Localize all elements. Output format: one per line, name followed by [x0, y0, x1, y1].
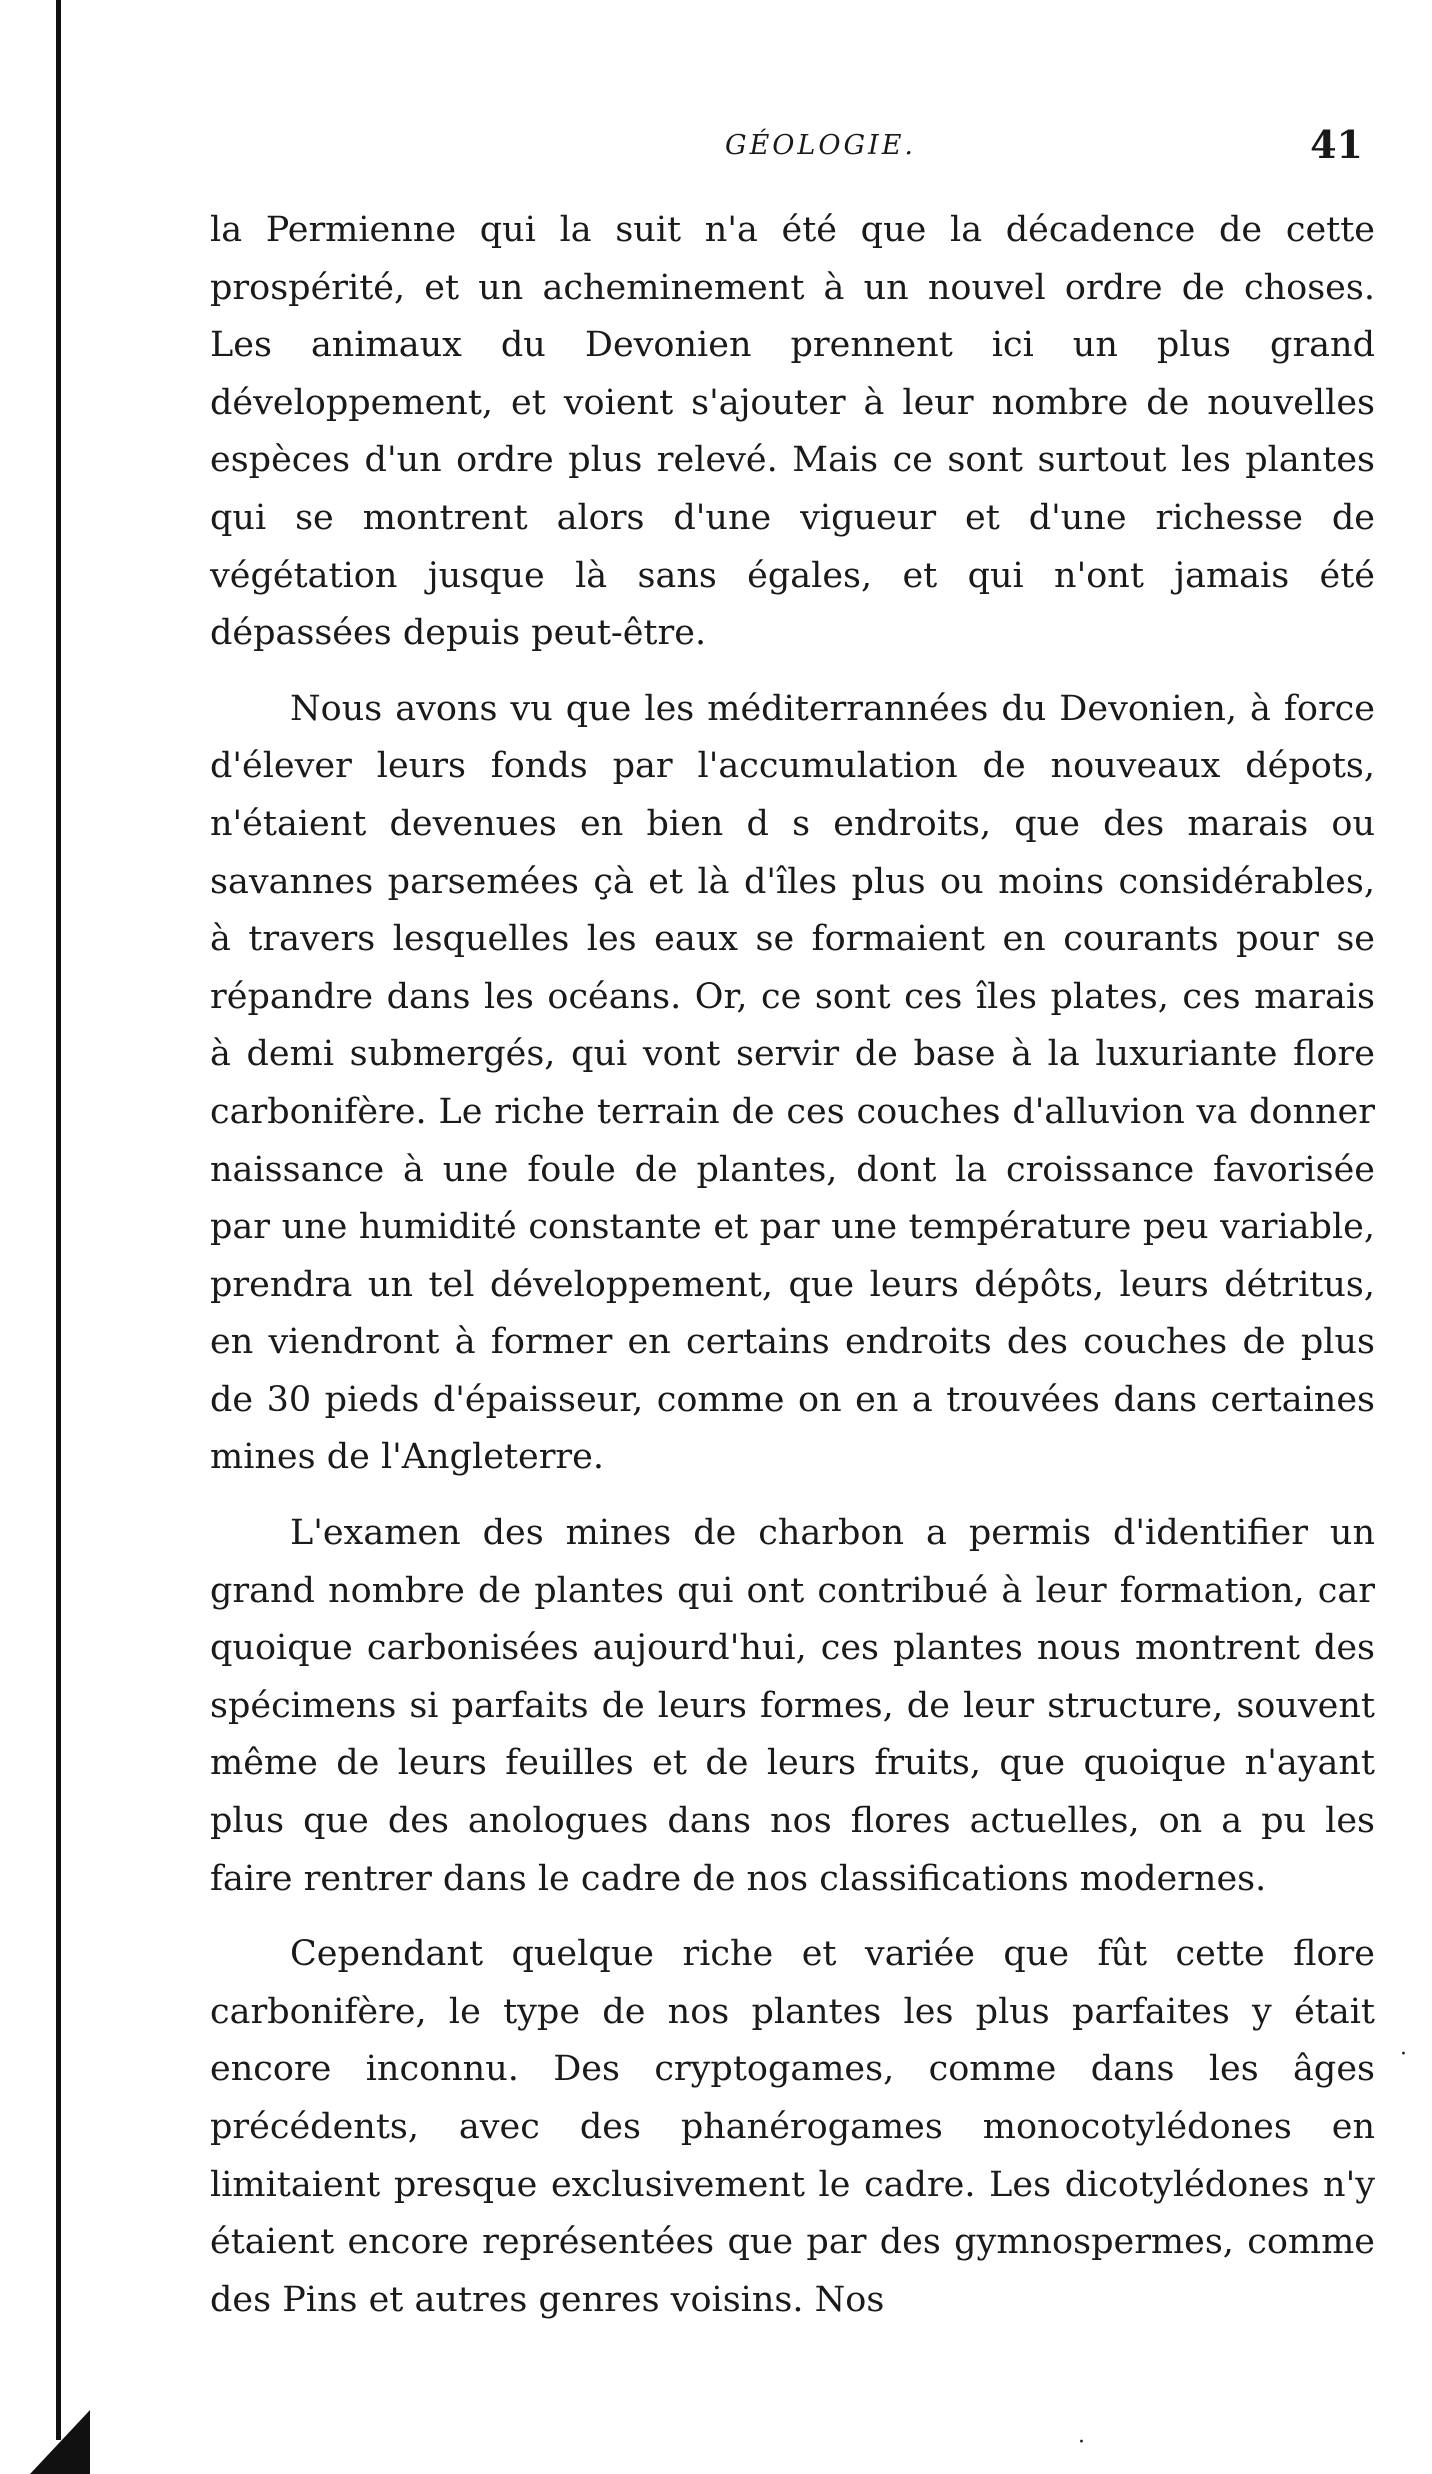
paragraph-3: L'examen des mines de charbon a permis d'identifier un grand nombre de plantes qui ont contribué à leur formation, car quoique carbonisées aujourd'hui, ces plantes nous montrent des spécimens si parfaits de leurs formes, de leur structure, souvent même de leurs feuilles et de leurs fruits, que quoique n'ayant plus que des anologues dans nos flores actuelles, on a pu les faire rentrer dans le cadre de nos classifications modernes. [210, 1513, 1375, 1899]
scan-speck: · [1078, 2430, 1085, 2455]
paragraph-2: Nous avons vu que les méditerrannées du Devonien, à force d'élever leurs fonds par l'accumulation de nouveaux dépots, n'étaient devenues en bien d s endroits, que des marais ou savannes parsemées çà et là d'îles plus ou moins considérables, à travers lesquelles les eaux se formaient en courants pour se répandre dans les océans. Or, ce sont ces îles plates, ces marais à demi submergés, qui vont servir de base à la luxuriante flore carbonifère. Le riche terrain de ces couches d'alluvion va donner naissance à une foule de plantes, dont la croissance favorisée par une humidité constante et par une température peu variable, prendra un tel développement, que leurs dépôts, leurs détritus, en viendront à former en certains endroits des couches de plus de 30 pieds d'épaisseur, comme on en a trouvées dans certaines mines de l'Angleterre. [210, 688, 1375, 1478]
header-title: GÉOLOGIE. [725, 130, 917, 161]
book-page [210, 118, 1375, 2347]
page-number: 41 [1310, 122, 1363, 167]
paragraph-4: Cependant quelque riche et variée que fût cette flore carbonifère, le type de nos plantes les plus parfaites y était encore inconnu. Des cryptogames, comme dans les âges précédents, avec des phanérogames monocotylédones en limitaient presque exclusivement le cadre. Les dicotylédones n'y étaient encore représentées que par des gymnospermes, comme des Pins et autres genres voisins. Nos [210, 1934, 1375, 2320]
binding-corner [30, 2410, 90, 2474]
paragraph-1: la Permienne qui la suit n'a été que la décadence de cette prospérité, et un acheminement à un nouvel ordre de choses. Les animaux du Devonien prennent ici un plus grand développement, et voient s'ajouter à leur nombre de nouvelles espèces d'un ordre plus relevé. Mais ce sont surtout les plantes qui se montrent alors d'une vigueur et d'une richesse de végétation jusque là sans égales, et qui n'ont jamais été dépassées depuis peut-être. [210, 210, 1375, 654]
binding-edge [56, 0, 61, 2440]
body-text [210, 202, 1375, 2329]
scan-speck: · [1400, 2042, 1407, 2067]
running-head [210, 118, 1375, 178]
